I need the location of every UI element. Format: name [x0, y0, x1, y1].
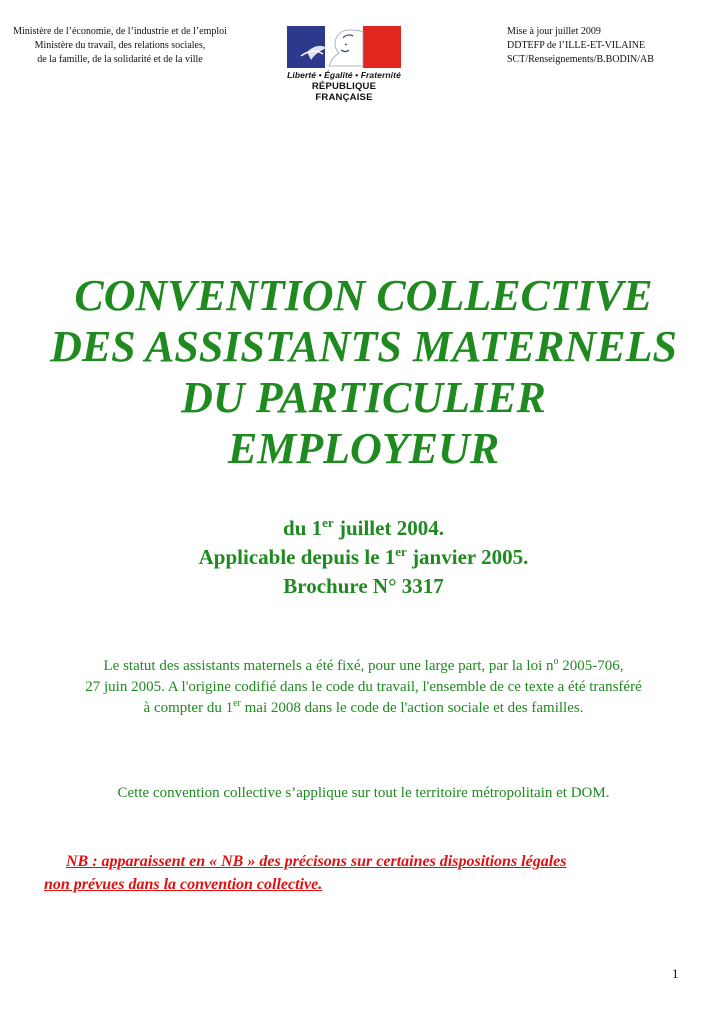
title-line: EMPLOYEUR: [227, 424, 500, 473]
header-update-info: [507, 25, 707, 67]
document-subtitle: [0, 514, 727, 601]
title-line: DES ASSISTANTS MATERNELS: [50, 322, 677, 371]
page-number: 1: [672, 966, 679, 981]
header-left-line: de la famille, de la solidarité et de la ville: [37, 54, 203, 65]
title-line: CONVENTION COLLECTIVE: [74, 271, 653, 320]
statut-line: Le statut des assistants maternels a été fixé, pour une large part, par la loi $n^o$ 2005-706,: [103, 656, 624, 674]
republique-francaise-logo: [287, 26, 401, 103]
subtitle-applicable: Applicable depuis le 1er janvier 2005.: [198, 544, 529, 569]
header-right-line: SCT/Renseignements/B.BODIN/AB: [507, 54, 654, 65]
nb-note: [44, 850, 684, 896]
header-left-line: Ministère de l’économie, de l’industrie et de l’emploi: [13, 26, 227, 37]
nb-line: NB : apparaissent en « NB » des précisons sur certaines dispositions légales: [66, 853, 567, 870]
title-line: DU PARTICULIER: [181, 373, 546, 422]
header-left-line: Ministère du travail, des relations sociales,: [34, 40, 206, 51]
header-right-line: DDTEFP de l’ILLE-ET-VILAINE: [507, 40, 646, 51]
header-right-line: Mise à jour juillet 2009: [507, 26, 601, 37]
logo-republique: RÉPUBLIQUE FRANÇAISE: [311, 81, 377, 103]
marianne-flag-icon: [287, 26, 401, 68]
statut-line: à compter du 1er mai 2008 dans le code de l'action sociale et des familles.: [143, 698, 584, 716]
subtitle-date: du 1er juillet 2004.: [283, 515, 444, 540]
header-ministries: [0, 25, 240, 67]
statut-paragraph: [0, 656, 727, 719]
logo-motto: Liberté • Égalité • Fraternité: [287, 70, 401, 80]
document-title: [0, 270, 727, 474]
subtitle-brochure: Brochure N° 3317: [283, 574, 444, 598]
statut-line: 27 juin 2005. A l'origine codifié dans le code du travail, l'ensemble de ce texte a été transféré: [85, 679, 642, 695]
nb-line: non prévues dans la convention collective.: [44, 876, 323, 893]
scope-paragraph: Cette convention collective s’applique sur tout le territoire métropolitain et DOM.: [117, 785, 610, 801]
